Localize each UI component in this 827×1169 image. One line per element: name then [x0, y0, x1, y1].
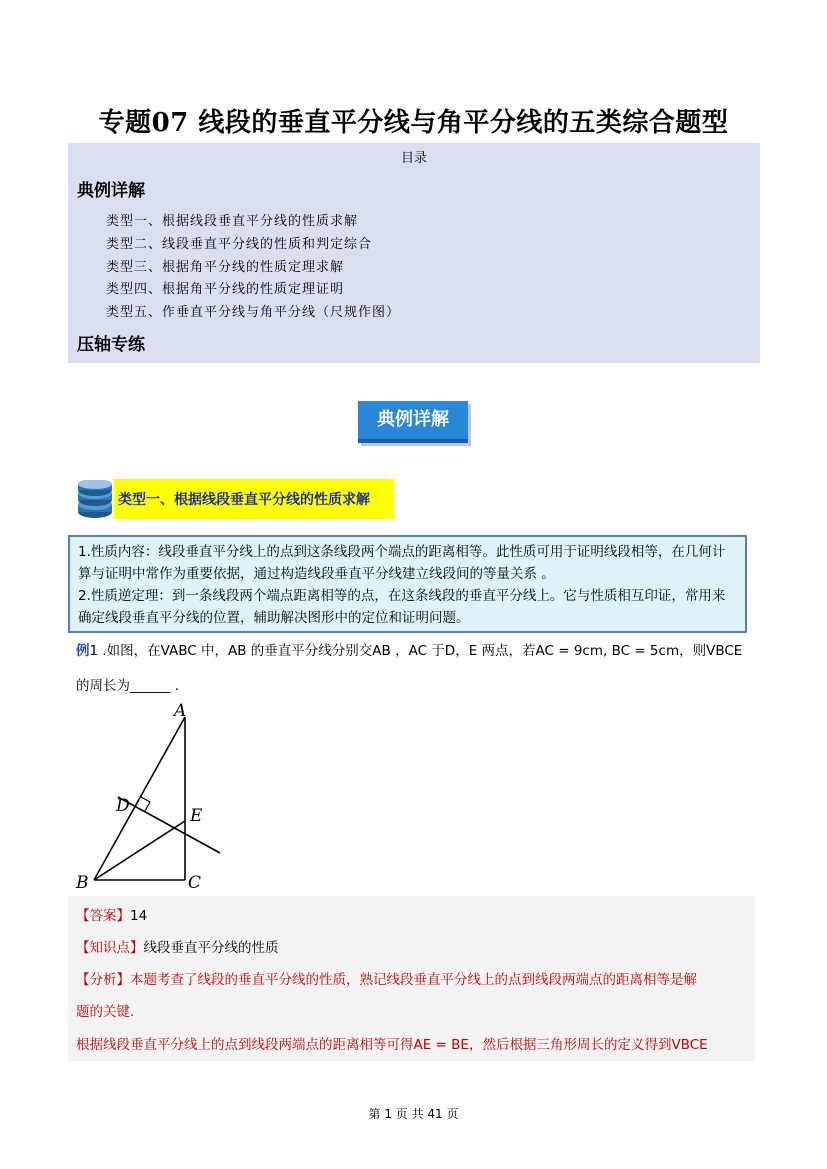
label-B: B — [76, 873, 89, 893]
label-E: E — [190, 806, 203, 826]
answer-box — [68, 896, 755, 1061]
banner-label: 典例详解 — [358, 401, 468, 443]
toc-item-5[interactable]: 类型五、作垂直平分线与角平分线（尺规作图） — [106, 305, 401, 320]
toc-section-practice[interactable]: 压轴专练 — [77, 335, 145, 355]
example-line-1: 1 .如图，在VABC 中，AB 的垂直平分线分别交AB ，AC 于D，E 两点，若AC = 9cm, BC = 5cm，则VBCE — [89, 643, 743, 659]
label-C: C — [188, 873, 202, 893]
section-banner — [358, 396, 472, 444]
example-label: 例 — [76, 643, 90, 659]
triangle-figure — [70, 697, 230, 893]
toc-item-3[interactable]: 类型三、根据角平分线的性质定理求解 — [106, 260, 345, 275]
type-heading-bar — [114, 479, 394, 519]
answer-value: 14 — [130, 908, 148, 924]
table-of-contents — [68, 143, 760, 363]
property-converse: 2.性质逆定理：到一条线段两个端点距离相等的点，在这条线段的垂直平分线上。它与性质相互印证，常用来确定线段垂直平分线的位置，辅助解决图形中的定位和证明问题。 — [78, 588, 726, 626]
knowledge-point-value: 线段垂直平分线的性质 — [143, 940, 279, 956]
analysis-line — [76, 968, 752, 988]
property-info-box — [68, 535, 747, 633]
knowledge-point-tag: 【知识点】 — [76, 940, 144, 956]
toc-item-1[interactable]: 类型一、根据线段垂直平分线的性质求解 — [106, 214, 359, 229]
knowledge-point-line — [76, 936, 279, 956]
toc-item-4[interactable]: 类型四、根据角平分线的性质定理证明 — [106, 282, 345, 297]
toc-section-examples[interactable]: 典例详解 — [77, 181, 145, 201]
answer-tag: 【答案】 — [76, 908, 130, 924]
analysis-text: 本题考查了线段的垂直平分线的性质，熟记线段垂直平分线上的点到线段两端点的距离相等是解 — [130, 972, 697, 988]
property-content: 1.性质内容：线段垂直平分线上的点到这条线段两个端点的距离相等。此性质可用于证明线段相等，在几何计算与证明中常作为重要依据，通过构造线段垂直平分线建立线段间的等量关系 。 — [78, 544, 726, 582]
label-D: D — [116, 796, 130, 816]
books-icon — [76, 480, 116, 520]
analysis-tag: 【分析】 — [76, 972, 130, 988]
solution-line: 根据线段垂直平分线上的点到线段两端点的距离相等可得AE = BE，然后根据三角形周长的定义得到VBCE — [76, 1037, 708, 1053]
page-footer: 第 1 页 共 41 页 — [368, 1107, 459, 1121]
page-title: 专题07 线段的垂直平分线与角平分线的五类综合题型 — [98, 108, 729, 138]
example-question — [76, 639, 756, 659]
type-heading: 类型一、根据线段垂直平分线的性质求解 — [118, 492, 370, 508]
answer-line — [76, 904, 147, 924]
example-line-2: 的周长为______ . — [76, 678, 180, 694]
analysis-text-2: 题的关键． — [76, 1004, 144, 1020]
label-A: A — [174, 701, 187, 721]
toc-item-2[interactable]: 类型二、线段垂直平分线的性质和判定综合 — [106, 237, 373, 252]
toc-heading: 目录 — [400, 151, 427, 166]
